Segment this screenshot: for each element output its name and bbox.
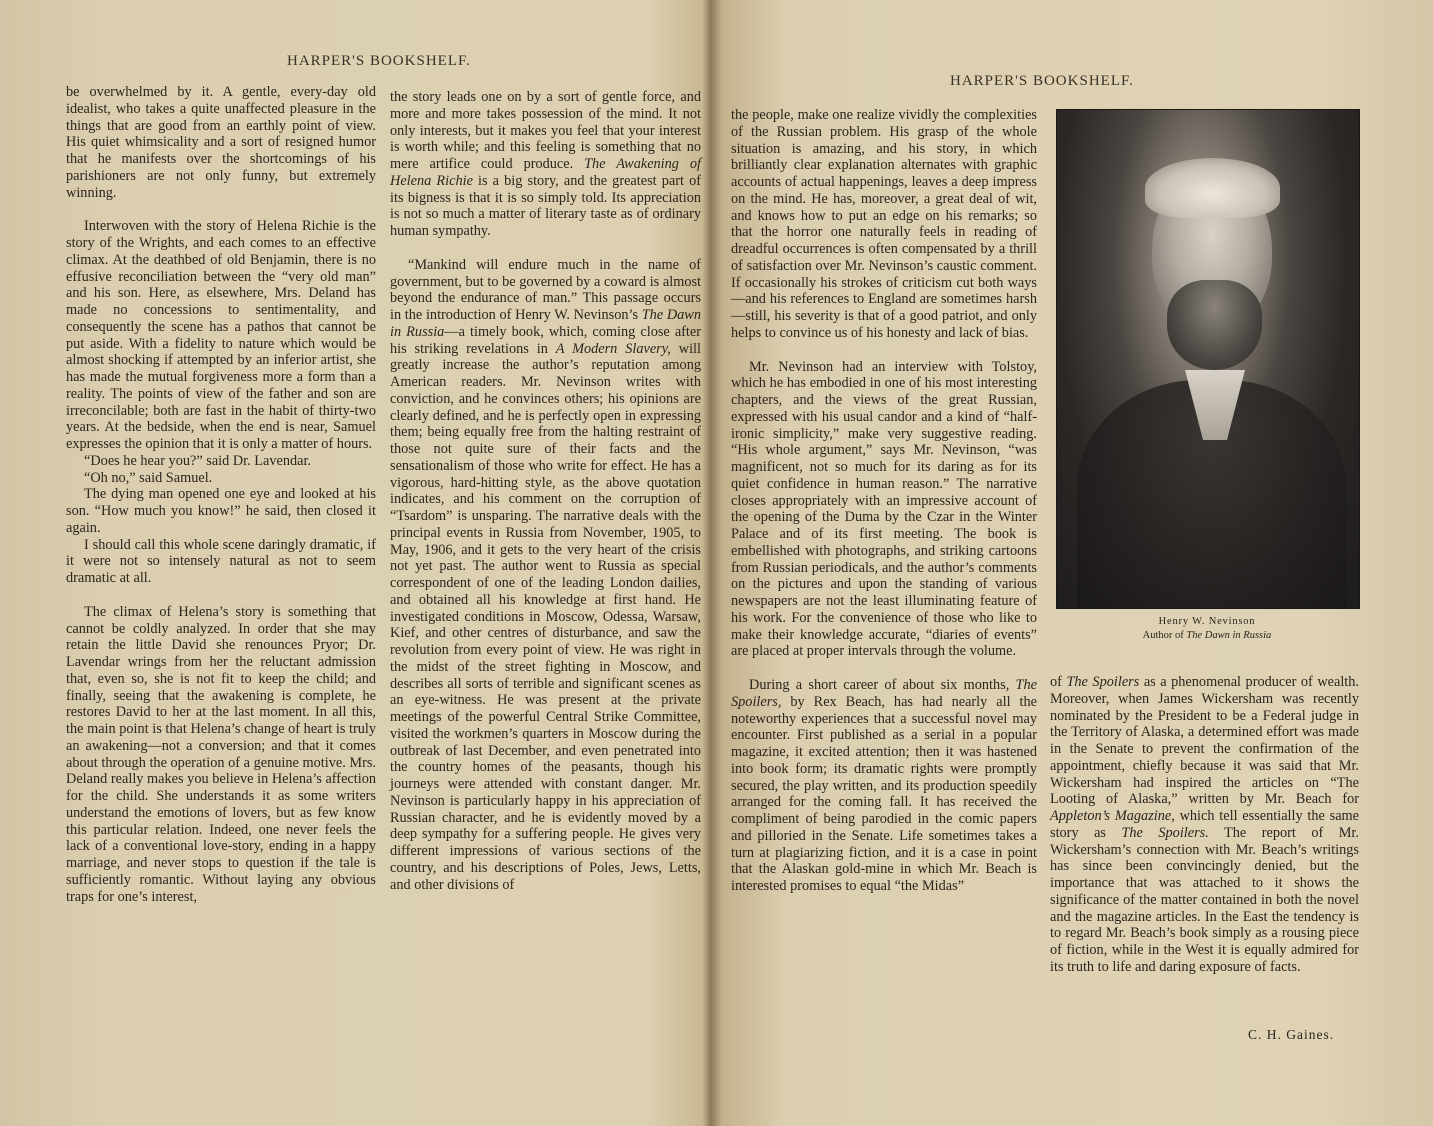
text-run: —a timely book, which, coming close after his striking revelations in <box>390 323 702 357</box>
running-head-left: HARPER'S BOOKSHELF. <box>287 53 471 69</box>
book-title: The Awakening of Helena Richie <box>390 156 701 189</box>
book-title: Appleton’s Magazine, <box>1050 808 1175 824</box>
paragraph <box>1050 674 1359 976</box>
text-run: The report of Mr. Wickersham’s connection with Mr. Beach’s writings has since been convincingly denied, but the importance that was attached to it shows the significance of the matter contained in both the novel and the magazine articles. In the East the tendency is to regard Mr. Beach’s book simply as a rousing piece of fiction, while in the West it is equally admired for its truth to life and daring exposure of facts. <box>1050 824 1359 975</box>
paragraph: I should call this whole scene daringly dramatic, if it were not so intensely natural as not to seem dramatic at all. <box>66 536 376 586</box>
left-column-2 <box>390 89 701 893</box>
portrait-caption-name: Henry W. Nevinson <box>1158 616 1256 627</box>
text-run: of <box>1050 674 1067 690</box>
paragraph: “Does he hear you?” said Dr. Lavendar. <box>84 452 312 469</box>
book-title: The Dawn in Russia <box>1186 630 1272 641</box>
text-run: During a short career of about six months, <box>749 677 1016 693</box>
book-title: The Dawn in Russia <box>390 307 701 340</box>
paragraph: The dying man opened one eye and looked at his son. “How much you know!” he said, then closed it again. <box>66 486 376 536</box>
text-run: which tell essentially the same story as <box>1050 808 1360 841</box>
text-run: the story leads one on by a sort of gentle force, and more and more takes possession of the mind. It not only interests, but it makes you feel that your interest is worth while; and this feeling is something that no mere artifice could produce. <box>390 89 701 172</box>
paragraph: the people, make one realize vividly the complexities of the Russian problem. His grasp of the whole situation is amazing, and his story, in which brilliantly clear explanation alternates with graphic accounts of actual happenings, leaves a deep impress on the mind. He has, moreover, a great deal of wit, and knows how to put an edge on his remarks; so that the horror one naturally feels in reading of dreadful occurrences is often compensated by a thrill of satisfaction over Mr. Nevinson’s caustic comment. If occasionally his strokes of criticism cut both ways—and his references to England are sometimes harsh—still, his severity is that of a good patriot, and only helps to convince us of his honesty and lack of bias. <box>731 107 1037 341</box>
left-column-1 <box>66 84 376 905</box>
paragraph <box>390 257 701 894</box>
text-run: is a big story, and the greatest part of its bigness is that it is so simply told. Its appreciation is not so much a matter of literary taste as of ordinary human sympathy. <box>390 172 701 239</box>
book-title: The Spoilers. <box>1121 824 1209 841</box>
book-title: The Spoilers, <box>731 677 1037 710</box>
right-column-1 <box>731 107 1037 895</box>
portrait-caption-sub <box>1056 630 1358 641</box>
book-title: A Modern Slavery, <box>555 340 671 357</box>
paragraph: “Oh no,” said Samuel. <box>84 469 213 486</box>
portrait-beard <box>1167 280 1262 370</box>
text-run: Author of <box>1142 630 1187 641</box>
book-title: The Spoilers <box>1066 674 1140 690</box>
author-signature: C. H. Gaines. <box>1248 1027 1335 1042</box>
text-run: “Mankind will endure much in the name of government, but to be governed by a coward is almost beyond the endurance of man.” This passage occurs in the introduction of Henry W. Nevinson’s <box>390 256 701 323</box>
text-run: as a phenomenal producer of wealth. Moreover, when James Wickersham was recently nominated by the President to be a Federal judge in the Territory of Alaska, a determined effort was made in the Senate to prevent the confirmation of the appointment, chiefly because it was said that Mr. Wickersham had inspired the articles on “The Looting of Alaska,” written by Mr. Beach for <box>1050 674 1359 808</box>
paragraph: be overwhelmed by it. A gentle, every-day old idealist, who takes a quite unaffected pleasure in the things that are good from an earthly point of view. His quiet whimsicality and a sort of resigned humor that he manifests over the shortcomings of his parishioners are not only funny, but extremely winning. <box>66 84 376 201</box>
portrait-hair <box>1145 158 1280 218</box>
paragraph: The climax of Helena’s story is something that cannot be coldly analyzed. In order that she may retain the little David she renounces Pryor; Dr. Lavendar wrings from her the reluctant admission that, even so, she is not fit to keep the child; and finally, seeing that the awakening is complete, he restores David to her at the last moment. In all this, the main point is that Helena’s change of heart is truly an awakening—not a conversion; and that it comes about through the operation of a genuine motive. Mrs. Deland really makes you believe in Helena’s affection for the child. She understands it as some writers understand the emotions of lovers, but as few know this particular relation. Indeed, one never feels the lack of a conventional love-story, ending in a happy marriage, and never stops to question if the tale is sufficiently romantic. Without laying any obvious traps for one’s interest, <box>66 603 376 905</box>
paragraph <box>390 89 701 240</box>
paragraph <box>731 677 1037 895</box>
paragraph: Interwoven with the story of Helena Richie is the story of the Wrights, and each comes to an effective climax. At the deathbed of old Benjamin, there is no effusive reconciliation between the “very old man” and his son. Here, as elsewhere, Mrs. Deland has made no concessions to sentimentality, and consequently the scene has a pathos that cannot be put aside. With a fidelity to nature which would be almost shocking if attempted by an inferior artist, she has made the mutual forgiveness more a form than a reality. The points of view of the father and son are irreconcilable; both are fast in the habit of thirty-two years. At the bedside, when the end is near, Samuel expresses the opinion that it is only a matter of hours. <box>66 218 376 452</box>
text-run: by Rex Beach, has had nearly all the noteworthy experiences that a successful novel may encounter. First published as a serial in a popular magazine, it excited attention; then it was hastened into book form; its dramatic rights were promptly secured, the play written, and its production speedily arranged for the coming fall. It has received the compliment of being parodied in the comic papers and pilloried in the Senate. Life sometimes takes a turn at plagiarizing fiction, and it is a case in point that the Alaskan gold-mine in which Mr. Beach is interested promises to equal “the Midas” <box>731 693 1037 894</box>
paragraph: Mr. Nevinson had an interview with Tolstoy, which he has embodied in one of his most interesting chapters, and the views of the great Russian, expressed with his usual candor and a kind of “half-ironic simplicity,” make very suggestive reading. “His whole argument,” says Mr. Nevinson, “was magnificent, not so much for its daring as for its quiet confidence in human reason.” The narrative closes appropriately with an impressive account of the opening of the Duma by the Czar in the Winter Palace and of its first meeting. The book is embellished with photographs, and striking cartoons from Russian periodicals, and the author’s comments on the pictures and upon the standing of various newspapers are not the least illuminating feature of his work. For the convenience of those who like to make their knowledge accurate, “diaries of events” are placed at proper intervals through the volume. <box>731 358 1037 660</box>
text-run: will greatly increase the author’s reputation among American readers. Mr. Nevinson writes with conviction, and he convinces others; his opinions are clearly defined, and he is perfectly open in expressing them; being equally free from the halting restraint of those not quite sure of their facts and the sensationalism of those who write for effect. He has a vigorous, hard-hitting style, as the above quotation indicates, and his comment on the corruption of “Tsardom” is unsparing. The narrative deals with the principal events in Russia from November, 1905, to May, 1906, and it gets to the very heart of the crisis not yet past. The author went to Russia as special correspondent of one of the leading London dailies, and obtained all his knowledge at first hand. He investigated conditions in Moscow, Odessa, Warsaw, Kief, and other centres of disturbance, and saw the revolution from every point of view. He was right in the midst of the street fighting in Moscow, and describes all sorts of terrible and significant scenes as an eye-witness. He was present at the private meetings of the powerful Central Strike Committee, visited the workmen’s quarters in Moscow during the outbreak of last December, and even penetrated into the country homes of the peasants, though his journeys were attended with constant danger. Mr. Nevinson is particularly happy in his appreciation of Russian character, and he is evidently moved by a deep sympathy for a suffering people. He gives very different impressions of various sections of the country, and his descriptions of Poles, Jews, Letts, and other divisions of <box>390 340 701 893</box>
right-column-2 <box>1050 674 1359 976</box>
author-portrait <box>1056 109 1360 609</box>
running-head-right: HARPER'S BOOKSHELF. <box>950 73 1134 89</box>
